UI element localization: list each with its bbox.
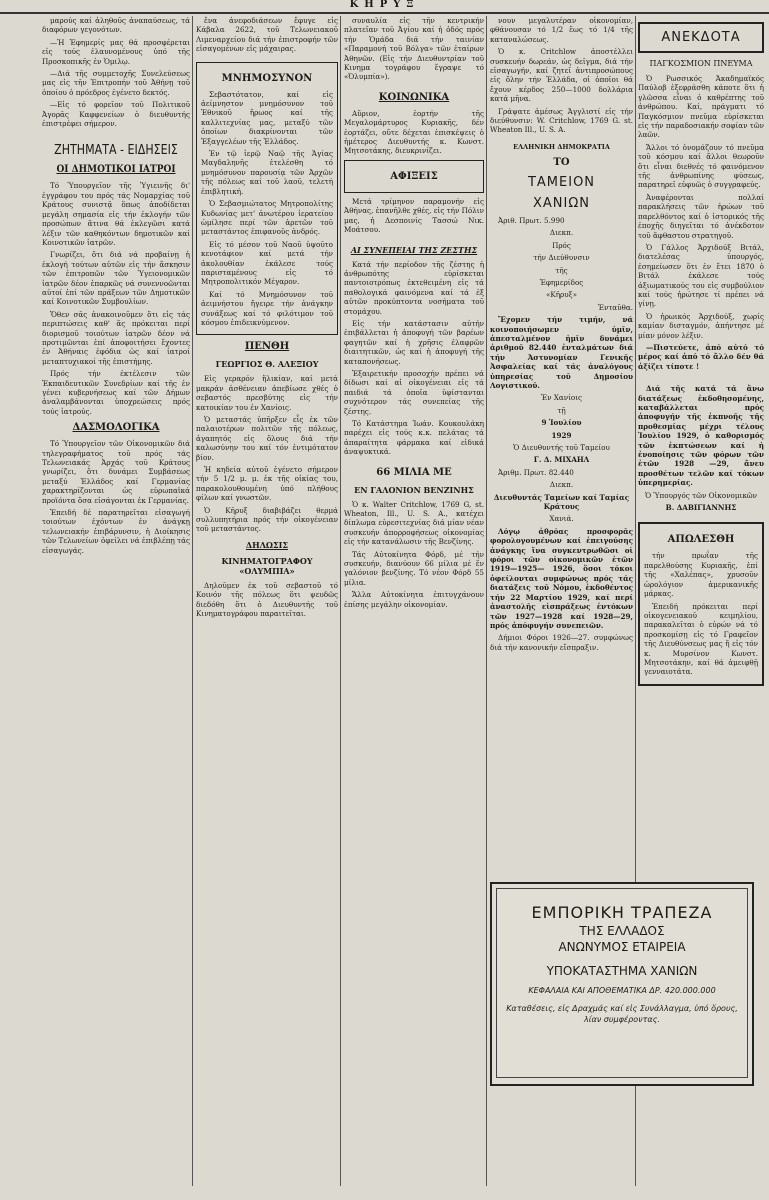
place-line: Ἐνταῦθα.	[597, 302, 633, 312]
paragraph: Ὁ Γάλλος Ἀρχιδούξ Βιτάλ, διατελέσας ὑπουργός, ἐσημείωσεν ὅτι ἐν ἔτει 1870 ὁ Βιτάλ ἐκάλεσε τούς ἀξιωματικούς του εἰς συμβούλιον καί τούς ἠρώτησε τί πρέπει νά γίνῃ.	[638, 242, 764, 309]
section-heading-arrivals: ΑΦΙΞΕΙΣ	[390, 170, 438, 182]
paragraph: μαρούς καί ἀληθοῦς ἀναπαύσεως, τά διαφόρων γεγονότων.	[42, 16, 190, 35]
paragraph: Κατά τήν περίοδον τῆς ζέστης ἡ ἀνθρωπότης εὑρίσκεται παντοιοτρόπως ἐκτεθειμένη εἰς τά παθολογικά φαινόμενα καί τά ἐξ αὐτῶν προκύπτοντα νοσήματα τοῦ στομάχου.	[344, 259, 484, 316]
place-line: Χανιά.	[549, 514, 574, 524]
paragraph: Δηλοῦμεν ἐκ τοῦ σεβαστοῦ τό Κοινόν τῆς πόλεως ὅτι ψευδῶς διεδόθη ὅτι ὁ Διευθυντής τοῦ Κινηματογράφου παραιτεῖται.	[196, 580, 338, 619]
paragraph: —Πιστεύετε, ἀπό αὐτό τό μέρος καί ἀπό τό ἄλλο δέν θά ἀξίζει τίποτε !	[638, 342, 764, 371]
paragraph: συναυλία εἰς τῆν κεντρικήν πλατεῖαν τοῦ Ἀγίου καί ἡ ὁδός πρός τήν Ὁμάδα διά τήν ταινίαν «Παραμονή τοῦ Βόλγα» τῶν ἑταίρων Ἀθηνῶν. (Εἰς τήν Διευθυντρίαν τοῦ Κινημα τογράφου ἔγραψε τό «Ὀλυμπία»).	[344, 16, 484, 82]
reference-number: Ἀριθ. Πρωτ. 5.990	[498, 215, 565, 225]
arrivals-box	[344, 160, 484, 193]
anecdotes-box	[638, 22, 764, 53]
lost-item-box	[638, 522, 764, 685]
column-1	[42, 16, 190, 558]
paragraph: Ἄλλα Αὐτοκίνητα ἐπιτυγχάνουν ἐπίσης μεγάλην οἰκονομίαν.	[344, 590, 484, 609]
bank-branch: ΥΠΟΚΑΤΑΣΤΗΜΑ ΧΑΝΙΩΝ	[546, 964, 698, 978]
signature-role: Ὁ Διευθυντής τοῦ Ταμείου	[513, 443, 610, 452]
reference-label: Διεκπ.	[549, 480, 574, 490]
reference-label: Διεκπ.	[549, 228, 574, 238]
paragraph: Πρός τήν ἐκτέλεσιν τῶν Ἐκπαιδευτικῶν Συνεδρίων καί τῆς ἐν γένει κυβερνήσεως καί τῶν Δήμων ἀναλαμβάνονται ὑποχρεώσεις πρός τούς ἰατρούς.	[42, 369, 190, 416]
bank-capital: ΚΕΦΑΛΑΙΑ ΚΑΙ ΑΠΟΘΕΜΑΤΙΚΑ ΔΡ. 420.000.000	[528, 986, 716, 995]
bank-name-line2: ΤΗΣ ΕΛΛΑΔΟΣ	[579, 924, 665, 938]
column-4	[490, 16, 633, 876]
paragraph: Καί τό Μνημόσυνον τοῦ ἀειμνήστου ἤγειρε τήν ἀνάγκην συνάξεως καί τό φιλότιμον τοῦ κόσμου ἐπιδεικνύμενον.	[201, 289, 333, 327]
bank-company-type: ΑΝΩΝΥΜΟΣ ΕΤΑΙΡΕΙΑ	[558, 940, 686, 954]
column-5	[638, 16, 764, 876]
address-line: Ἐφημερίδος	[539, 277, 584, 287]
paragraph: Ὁ Ρωσσικός Ἀκαδημαϊκός Παύλοβ ἐξεφράσθη κάποτε ὅτι ἡ γλῶσσα εἶναι ὁ καθρέπτης τοῦ ἀνθρώπου. Καί, πράγματι τό Παγκόσμιον πνεῦμα εὑρίσκεται εἰς τήν παραδοσιακήν σοφίαν τῶν λαῶν.	[638, 74, 764, 140]
paragraph: Ἐπειδή πρόκειται περί οἰκογενειακοῦ κειμηλίου, παρακαλεῖται ὁ εὑρών νά τό προσκομίσῃ εἰς τό Γραφεῖον τῆς Διευθύνσεως μας ἤ εἰς τόν κ. Μυρσίνον Κωνστ. Μητσοτάκην, καί θά ἀμειφθῇ γενναιοτάτα.	[644, 601, 758, 677]
paragraph: Ὁ μεταστάς ὑπῆρξεν εἷς ἐκ τῶν παλαιοτέρων πολιτῶν τῆς πόλεως, ἀγαπητός εἰς ὅλους διά τήν καλωσύνην του καί τόν ἐντιμότατον βίον.	[196, 415, 338, 462]
republic-heading: ΕΛΛΗΝΙΚΗ ΔΗΜΟΚΡΑΤΙΑ	[513, 142, 610, 151]
paragraph: τήν πρωΐαν τῆς παρελθούσης Κυριακῆς, ἐπί τῆς «Χαλέπας», χρυσοῦν ὡρολόγιον ἀμερικανικῆς μάρκας.	[644, 551, 758, 599]
section-heading-news: ΖΗΤΗΜΑΤΑ - ΕΙΔΗΣΕΙΣ	[54, 143, 178, 159]
paragraph: —Εἰς τό φορεῖον τοῦ Πολιτικοῦ Ἀγορᾶς Καφφενείων ὁ διευθυντής ἐπιστρέφει σήμερον.	[42, 100, 190, 129]
address-line: Πρός	[552, 240, 571, 250]
column-3	[344, 16, 484, 612]
paragraph: Ὁ Κῆρυξ διαβιβάζει θερμά συλλυπητήρια πρός τήν οἰκογένειαν τοῦ μεταστάντος.	[196, 505, 338, 534]
bank-advertisement-frame	[496, 888, 748, 1078]
paragraph: Αὔριον, ἑορτήν τῆς Μεγαλομάρτυρος Κυριακῆς, δέν ἑορτάζει, οὔτε δέχεται ἐπισκέψεις ὁ ἡμέτερος Διευθυντής κ. Κωνστ. Μητσοτάκης, διευκρινίζει.	[344, 108, 484, 156]
paragraph: Σεβαστότατον, καί εἰς ἀείμνηστον μνημόσυνον τοῦ Ἐθνικοῦ ἥρωος καί τῆς καλλιτεχνίας μας, μεταξύ τῶν ὁποίων διακρίνονται τῶν Ἐξαγγελέων τῆς Ἑλλάδος.	[201, 89, 333, 146]
column-rule	[192, 16, 193, 1186]
treasury-heading-city: ΧΑΝΙΩΝ	[532, 195, 591, 211]
paragraph: ἔνα ἀνεφοδιάσεων ἔφυγε εἰς Κάβαλα 2622, τοῦ Τελωνειακοῦ Λιμεναρχείου διά τήν ἐπιστροφήν τῶν εἰσαγομένων εἰς μάχαιρας.	[196, 16, 338, 54]
bank-deposits: Καταθέσεις, εἰς Δραχμάς καί εἰς Συνάλλαγμα, ὑπό ὅρους, λίαν συμφέροντας.	[506, 1004, 738, 1024]
masthead-title: ΚΗΡΥΞ	[349, 0, 420, 10]
paragraph: Δήμιοι Φόροι 1926—27. συμφώνως διά τήν κανονικήν εἴσπραξιν.	[490, 633, 633, 652]
paragraph: Ἐξαιρετικήν προσοχήν πρέπει νά δίδωσι καί αἱ οἰκογένειαι εἰς τά παιδιά τά ὁποῖα ὑφίστανται συχνότερον τάς συνεπείας τῆς ζέστης.	[344, 368, 484, 416]
reference-number: Ἀριθμ. Πρωτ. 82.440	[498, 467, 574, 477]
signature-name: Γ. Δ. ΜΙΧΑΗΛ	[533, 455, 590, 465]
paragraph: Τό Ὑπουργεῖον τῶν Οἰκονομικῶν διά τηλεγραφήματος τοῦ πρός τάς Τελωνειακάς Ἀρχάς τοῦ Κράτους γνωρίζει, ὅτι δυνάμει Συμβάσεως μεταξύ Ἑλλάδος καί Γερμανίας χαρακτηρίζονται ὡς εὐρωπαϊκά προϊόντα ὅσα εἰσάγονται ἐκ Γερμανίας.	[42, 439, 190, 505]
article-title-world-spirit: ΠΑΓΚΟΣΜΙΟΝ ΠΝΕΥΜΑ	[649, 59, 753, 68]
treasury-heading-to: ΤΟ	[553, 156, 570, 168]
paragraph: Γνωρίζει, ὅτι διά νά προβαίνῃ ἡ ἐκλογή τούτων αὐτῶν εἰς τήν ἄσκησιν τῶν ἐπιτροπῶν τῶν Ὑγειονομικῶν ἰατρῶν δέον ἐπαρκῶς νά συνεννοῶνται αὐτοί ἐπί τῶν πράξεων τῶν Δημοτικῶν καί Κοινοτικῶν Συμβουλίων.	[42, 250, 190, 307]
address-line: τήν Διεύθυνσιν	[533, 253, 590, 263]
section-heading-mourning: ΠΕΝΘΗ	[244, 341, 290, 353]
section-heading-lost: ΑΠΩΛΕΣΘΗ	[667, 534, 735, 546]
paragraph: νουν μεγαλυτέραν οἰκονομίαν, φθάνουσαν τό 1/2 ἕως τό 1/4 τῆς καταναλώσεως.	[490, 16, 633, 44]
treasury-heading: ΤΑΜΕΙΟΝ	[527, 174, 596, 190]
article-title-customs: ΔΑΣΜΟΛΟΓΙΚΑ	[72, 422, 160, 434]
paragraph: Ὁ ἡρωικός Ἀρχιδούξ, χωρίς καμίαν δισταγμόν, ἀπήντησε μέ μίαν μόνον λέξιν.	[638, 311, 764, 340]
spacer	[638, 374, 764, 384]
paragraph: —Διά τῆς συμμετοχῆς Συνελεύσεως μας εἰς τῆν Ἐπιτροπήν τοῦ Ἀθήνῃ τοῦ ὁποίου ὁ πρόεδρος ἐγένετο δεκτός.	[42, 69, 190, 97]
column-rule	[486, 16, 487, 1186]
paragraph: Ἄλλοι τό ὀνομάζουν τό πνεῦμα τοῦ κόσμου καί ἄλλοι θεωροῦν ὅτι εἶναι διεθνές τό φαινόμενον τῆς ἀνθρωπίνης φύσεως, παρατηρεῖ εὐφυῶς ὁ συγγραφεύς.	[638, 142, 764, 190]
paragraph: Ἐπειδή δέ παρατηρεῖται εἰσαγωγή τοιούτων ἐχόντων ἐν ἀνάγκῃ τελωνειακήν ἐπιβάρυνσιν, ἡ Διοίκησις τῶν Τελωνείων ὀφείλει νά ἐπιβλέπῃ τάς εἰσαγωγάς.	[42, 508, 190, 555]
memorial-box	[196, 62, 338, 336]
signature-date: τῇ	[557, 405, 566, 415]
column-rule	[340, 16, 341, 1186]
paragraph: Ὅθεν σᾶς ἀνακοινοῦμεν ὅτι εἰς τάς περιπτώσεις καθ' ἅς πρόκειται περί διορισμοῦ τοιούτων ἰατρῶν δέον νά προτιμῶνται ἐπί ἀποφοιτήσει ἔχοντες ἐν Ἀθήναις ἐφόδια ὡς καί ἰατροί μεταπτυχιακοί τῆς ἐπιστήμης.	[42, 309, 190, 366]
paragraph: Εἰς τήν κατάστασιν αὐτήν ἐπιβάλλεται ἡ ἀποφυγή τῶν βαρέων φαγητῶν καί ἡ χρῆσις ἐλαφρῶν διαιτητικῶν, ὡς καί ἡ ἀποφυγή τῆς καταπονήσεως.	[344, 318, 484, 366]
paragraph: Ἐν τῷ ἱερῷ Ναῷ τῆς Ἁγίας Μαγδαληνῆς ἐτελέσθη τό μνημόσυνον παρουσίᾳ τῶν Ἀρχῶν τῆς πόλεως καί τοῦ λαοῦ, τελετή ἐπιβλητική.	[201, 149, 333, 196]
paragraph: Εἰς γεραρόν ἥλικίαν, καί μετά μακράν ἀσθένειαν ἀπεβίωσε χθές ὁ σεβαστός πρεσβύτης εἰς τήν κατοικίαν του ἐν Χανίοις.	[196, 374, 338, 412]
paragraph: Γράψατε ἀμέσως Ἀγγλιστί εἰς τήν διεύθυνσιν: W. Critchlow, 1769 G. st. Wheaton Ill., U. S. A.	[490, 106, 633, 135]
column-2	[196, 16, 338, 622]
paragraph: Εἰς τό μέσον τοῦ Ναοῦ ὑψοῦτο κενοτάφιον καί μετά τήν ἀκολουθίαν ἐκάλεσε τούς παρισταμένους εἰς τό Μητροπολιτικόν Μέγαρον.	[201, 239, 333, 287]
paragraph: Τό Ὑπουργεῖον τῆς Ὑγιεινῆς δι' ἐγγράφου του πρός τάς Νομαρχίας τοῦ Κράτους συνιστᾷ ὅπως ἀποδίδεται μεγάλη σημασία εἰς τήν ἐκλογήν τῶν προσώπων ἅτινα θά ἐκλεγῶσι κατά λέξιν τῶν καθηκόντων δημοτικῶν καί Κοινοτικῶν ἰατρῶν.	[42, 181, 190, 247]
signature-date: 9 Ἰουλίου	[541, 418, 582, 428]
signature-date: Ἐν Χανίοις	[540, 393, 583, 403]
paragraph: Τάς Αὐτοκίνητα Φόρδ, μέ τήν συσκευήν, διανύουν 66 μίλια μέ ἕν γαλόνιον βενζίνης. Τό νέον Φόρδ 55 μίλια.	[344, 549, 484, 587]
paragraph: Ἀναφέρονται πολλαί παρακλήσεις τῶν ἡρώων τοῦ παρελθόντος καί ὁ ἱστορικός τῆς ἐποχῆς διηγεῖται τό ἀνέκδοτον τοῦ ἄφθαστου στρατηγοῦ.	[638, 192, 764, 240]
recipients: Διευθυντάς Ταμείων καί Ταμίας Κράτους	[493, 492, 630, 512]
paragraph: Ἔχομεν τήν τιμήν, νά κοινοποιήσωμεν ὑμῖν, ἀπεσταλμένον ἡμῖν δυνάμει ἀριθμοῦ 82.440 ἐνταλμάτων διά τήν Ἀστυνομίαν Γενικῆς Ἀσφαλείας καί τάς ἀναλόγους ὑπηρεσίας τοῦ Δημοσίου Λογιστικοῦ.	[490, 315, 633, 390]
paragraph: Ὁ Σεβασμιώτατος Μητροπολίτης Κυδωνίας μετ' ἀνωτέρου ἱερατείου ὡμίλησε περί τῶν ἀρετῶν τοῦ μεταστάντος ἐπιφανοῦς ἀνδρός.	[201, 199, 333, 237]
signature-date: 1929	[551, 430, 572, 440]
paragraph: Ἡ κηδεία αὐτοῦ ἐγένετο σήμερον τήν 5 1/2 μ. μ. ἐκ τῆς οἰκίας του, παρακολουθουμένη ὑπό πλήθους φίλων καί γνωστῶν.	[196, 465, 338, 503]
cinema-title: ΚΙΝΗΜΑΤΟΓΡΑΦΟΥ «ΟΛΥΜΠΙΑ»	[221, 555, 313, 576]
section-heading-social: ΚΟΙΝΩΝΙΚΑ	[378, 91, 450, 103]
paragraph: Τό Κατάστημα Ἰωάν. Κουκουλάκη παρέχει εἰς τούς κ.κ. πελάτας τά ἀπαραίτητα φάρμακα καί εἰδικά ἀναψυκτικά.	[344, 419, 484, 457]
article-title-mileage: 66 ΜΙΛΙΑ ΜΕ	[376, 466, 452, 478]
article-title-memorial: ΜΝΗΜΟΣΥΝΟΝ	[221, 72, 313, 84]
paragraph: Ὁ κ. Walter Critchlow, 1769 G, st. Wheaton, Ill., U. S. A., κατέχει δίπλωμα εὑρεσιτεχνίας διά μίαν νέαν συσκευήν ἀπορροφήσεως οἰκονομίας εἰς τήν κατανάλωσιν τῆς Βενζίνης.	[344, 499, 484, 547]
article-subtitle-gasoline: ΕΝ ΓΑΛΟΝΙΟΝ ΒΕΝΖΙΝΗΣ	[354, 484, 474, 495]
address-line: «Κῆρυξ»	[545, 290, 578, 300]
paragraph: —Ἡ Ἐφημερίς μας θά προσφέρεται εἰς τούς ἐλαυνομένους ὑπό τῆς Προσκοπικῆς ἐν Ὁμιλῳ.	[42, 37, 190, 66]
bank-name: ΕΜΠΟΡΙΚΗ ΤΡΑΠΕΖΑ	[531, 903, 713, 922]
obituary-name: ΓΕΩΡΓΙΟΣ Θ. ΑΛΕΞΙΟΥ	[215, 359, 319, 370]
section-heading-declaration: ΔΗΛΩΣΙΣ	[245, 539, 289, 550]
paragraph: Ὁ κ. Critchlow ἀποστέλλει συσκευήν δωρεάν, ὡς δεῖγμα, διά τήν εἰσαγωγήν, καί ζητεῖ ἀντιπροσώπους εἰς ὅλην τήν Ἑλλάδα, οἱ ὁποῖοι θά ἔχουν κέρδος 250—1000 δολλάρια κατά μῆνα.	[490, 47, 633, 104]
article-title-heat: ΑΙ ΣΥΝΕΠΕΙΑΙ ΤΗΣ ΖΕΣΤΗΣ	[350, 244, 478, 255]
address-line: τῆς	[555, 265, 568, 275]
article-title-doctors: ΟΙ ΔΗΜΟΤΙΚΟΙ ΙΑΤΡΟΙ	[56, 164, 176, 176]
signature-name: Β. ΔΑΒΙΓΙΑΝΝΗΣ	[665, 503, 737, 513]
bank-advertisement	[490, 882, 754, 1086]
paragraph: Μετά τρίμηνον παραμονήν εἰς Ἀθήνας, ἐπανῆλθε χθές, εἰς τήν Πόλιν μας, ἡ Δεσποινίς Τασσώ Νικ. Μοάτσου.	[344, 196, 484, 235]
paragraph: Λόγῳ ἀθρόας προσφορᾶς φορολογουμένων καί ἐπειγούσης ἀνάγκης ἵνα συγκεντρωθῶσι οἱ φόροι τῶν οἰκονομικῶν ἐτῶν 1919—1925— 1926, ὅσοι τόκοι ὀφείλονται συμφώνως πρός τάς διατάξεις τοῦ Νόμου, ἐκδοθέντος τήν 22 Μαρτίου 1929, καί περί ἀναστολῆς εἰσπράξεως ἐντόκων τῶν 1927—1928 καί 1928—29, πρός ἀπόφυγήν συνεπειῶν.	[490, 526, 633, 630]
paragraph: Διά τῆς κατά τά ἄνω διατάξεως ἐκδοθησομένης, καταβάλλεται πρός ἀποφυγήν τῆς ἐκπνοῆς τῆς προθεσμίας μέχρι τέλους Ἰουλίου 1929, ὁ καθορισμός τῶν ἐκπτώσεων καί ἡ ἐνοποίησις τῶν φόρων τῶν ἐτῶν 1928 —29, ἄνευ προσθέτων τελῶν καί τόκων ὑπερημερίας.	[638, 384, 764, 488]
section-heading-anecdotes: ΑΝΕΚΔΟΤΑ	[661, 30, 741, 45]
signature-role: Ὁ Ὑπουργός τῶν Οἰκονομικῶν	[644, 490, 758, 500]
masthead	[0, 0, 769, 14]
